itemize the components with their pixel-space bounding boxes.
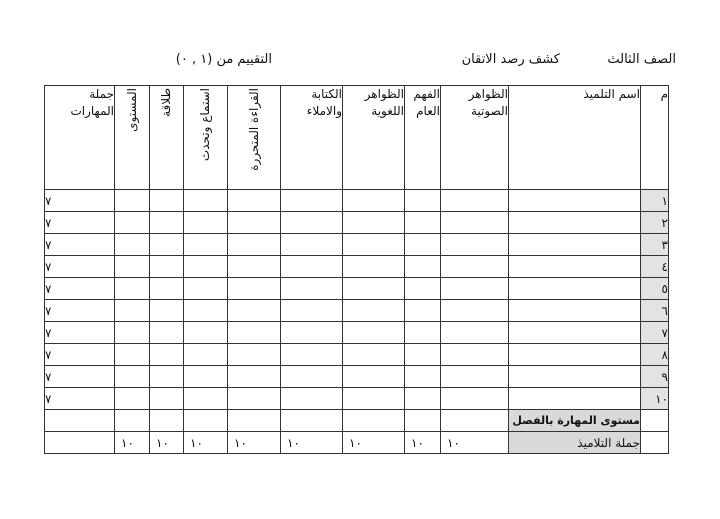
students-total-row bbox=[45, 432, 669, 454]
student-name-cell[interactable] bbox=[509, 212, 641, 234]
reading-cell[interactable] bbox=[228, 190, 281, 212]
col-level: المستوى bbox=[124, 88, 139, 132]
table-row bbox=[45, 278, 669, 300]
skills-total-cell: ٧ bbox=[45, 278, 115, 300]
students-total-cell bbox=[45, 432, 115, 454]
summary-blank-cell bbox=[641, 410, 669, 432]
row-number: ٩ bbox=[641, 366, 669, 388]
reading-cell[interactable] bbox=[228, 212, 281, 234]
reading-cell[interactable] bbox=[228, 300, 281, 322]
table-row bbox=[45, 212, 669, 234]
student-name-cell[interactable] bbox=[509, 322, 641, 344]
linguistic-cell[interactable] bbox=[343, 212, 405, 234]
comprehension-cell[interactable] bbox=[405, 344, 441, 366]
student-name-cell[interactable] bbox=[509, 190, 641, 212]
col-listening-cell bbox=[184, 86, 228, 190]
fluency-cell[interactable] bbox=[150, 366, 184, 388]
col-name: اسم التلميذ bbox=[509, 86, 641, 190]
reading-cell[interactable] bbox=[228, 366, 281, 388]
student-name-cell[interactable] bbox=[509, 344, 641, 366]
col-fluency-cell bbox=[150, 86, 184, 190]
mastery-table bbox=[44, 85, 669, 454]
level-cell[interactable] bbox=[115, 256, 150, 278]
row-number: ٢ bbox=[641, 212, 669, 234]
table-row bbox=[45, 344, 669, 366]
writing-cell[interactable] bbox=[281, 212, 343, 234]
rating-scale: التقييم من (١ , ٠) bbox=[175, 52, 272, 67]
summary-blank-cell bbox=[641, 432, 669, 454]
reading-cell[interactable] bbox=[228, 322, 281, 344]
table-row bbox=[45, 256, 669, 278]
comprehension-cell[interactable] bbox=[405, 388, 441, 410]
listening-cell[interactable] bbox=[184, 278, 228, 300]
reading-cell[interactable] bbox=[228, 256, 281, 278]
class-level-cell[interactable] bbox=[228, 410, 281, 432]
table-row bbox=[45, 388, 669, 410]
skills-total-cell: ٧ bbox=[45, 366, 115, 388]
header-row bbox=[45, 86, 669, 190]
writing-cell[interactable] bbox=[281, 322, 343, 344]
level-cell[interactable] bbox=[115, 278, 150, 300]
skills-total-cell: ٧ bbox=[45, 190, 115, 212]
col-reading: القراءة المتحررة bbox=[246, 88, 261, 171]
class-level-cell[interactable] bbox=[281, 410, 343, 432]
comprehension-cell[interactable] bbox=[405, 190, 441, 212]
skills-total-cell: ٧ bbox=[45, 322, 115, 344]
listening-cell[interactable] bbox=[184, 388, 228, 410]
writing-cell[interactable] bbox=[281, 234, 343, 256]
students-total-value: ١٠ bbox=[281, 432, 343, 454]
phonetic-cell[interactable] bbox=[441, 366, 509, 388]
level-cell[interactable] bbox=[115, 212, 150, 234]
level-cell[interactable] bbox=[115, 190, 150, 212]
students-total-value: ١٠ bbox=[405, 432, 441, 454]
students-total-label: جملة التلاميذ bbox=[509, 432, 641, 454]
class-level-cell[interactable] bbox=[343, 410, 405, 432]
phonetic-cell[interactable] bbox=[441, 388, 509, 410]
linguistic-cell[interactable] bbox=[343, 366, 405, 388]
class-level-cell[interactable] bbox=[441, 410, 509, 432]
col-writing: الكتابة والاملاء bbox=[281, 86, 343, 190]
row-number: ٣ bbox=[641, 234, 669, 256]
students-total-value: ١٠ bbox=[343, 432, 405, 454]
listening-cell[interactable] bbox=[184, 322, 228, 344]
comprehension-cell[interactable] bbox=[405, 278, 441, 300]
fluency-cell[interactable] bbox=[150, 344, 184, 366]
linguistic-cell[interactable] bbox=[343, 256, 405, 278]
table-row bbox=[45, 190, 669, 212]
writing-cell[interactable] bbox=[281, 366, 343, 388]
sheet-title: كشف رصد الاتقان bbox=[461, 52, 560, 67]
writing-cell[interactable] bbox=[281, 344, 343, 366]
reading-cell[interactable] bbox=[228, 278, 281, 300]
level-cell[interactable] bbox=[115, 234, 150, 256]
level-cell[interactable] bbox=[115, 322, 150, 344]
fluency-cell[interactable] bbox=[150, 278, 184, 300]
table-row bbox=[45, 234, 669, 256]
fluency-cell[interactable] bbox=[150, 322, 184, 344]
phonetic-cell[interactable] bbox=[441, 278, 509, 300]
students-total-value: ١٠ bbox=[115, 432, 150, 454]
linguistic-cell[interactable] bbox=[343, 190, 405, 212]
level-cell[interactable] bbox=[115, 366, 150, 388]
phonetic-cell[interactable] bbox=[441, 300, 509, 322]
class-level-cell[interactable] bbox=[405, 410, 441, 432]
linguistic-cell[interactable] bbox=[343, 278, 405, 300]
listening-cell[interactable] bbox=[184, 366, 228, 388]
comprehension-cell[interactable] bbox=[405, 234, 441, 256]
listening-cell[interactable] bbox=[184, 212, 228, 234]
class-level-cell[interactable] bbox=[115, 410, 150, 432]
level-cell[interactable] bbox=[115, 344, 150, 366]
students-total-value: ١٠ bbox=[441, 432, 509, 454]
row-number: ١ bbox=[641, 190, 669, 212]
class-level-cell[interactable] bbox=[184, 410, 228, 432]
col-total: جملة المهارات bbox=[45, 86, 115, 190]
grade-label: الصف الثالث bbox=[607, 52, 676, 67]
student-name-cell[interactable] bbox=[509, 366, 641, 388]
student-name-cell[interactable] bbox=[509, 278, 641, 300]
listening-cell[interactable] bbox=[184, 234, 228, 256]
linguistic-cell[interactable] bbox=[343, 388, 405, 410]
col-fluency: طلاقة bbox=[159, 88, 173, 117]
student-name-cell[interactable] bbox=[509, 300, 641, 322]
listening-cell[interactable] bbox=[184, 344, 228, 366]
row-number: ٧ bbox=[641, 322, 669, 344]
phonetic-cell[interactable] bbox=[441, 256, 509, 278]
fluency-cell[interactable] bbox=[150, 234, 184, 256]
student-name-cell[interactable] bbox=[509, 234, 641, 256]
col-listening: استماع وتحدث bbox=[198, 88, 212, 162]
row-number: ٤ bbox=[641, 256, 669, 278]
student-name-cell[interactable] bbox=[509, 256, 641, 278]
linguistic-cell[interactable] bbox=[343, 234, 405, 256]
phonetic-cell[interactable] bbox=[441, 190, 509, 212]
table-row bbox=[45, 300, 669, 322]
table-row bbox=[45, 366, 669, 388]
comprehension-cell[interactable] bbox=[405, 366, 441, 388]
skills-total-cell: ٧ bbox=[45, 388, 115, 410]
table-row bbox=[45, 322, 669, 344]
row-number: ٦ bbox=[641, 300, 669, 322]
class-level-row bbox=[45, 410, 669, 432]
skills-total-cell: ٧ bbox=[45, 344, 115, 366]
students-total-value: ١٠ bbox=[150, 432, 184, 454]
linguistic-cell[interactable] bbox=[343, 300, 405, 322]
col-level-cell bbox=[115, 86, 150, 190]
listening-cell[interactable] bbox=[184, 256, 228, 278]
comprehension-cell[interactable] bbox=[405, 300, 441, 322]
writing-cell[interactable] bbox=[281, 278, 343, 300]
phonetic-cell[interactable] bbox=[441, 212, 509, 234]
col-reading-cell bbox=[228, 86, 281, 190]
skills-total-cell: ٧ bbox=[45, 300, 115, 322]
fluency-cell[interactable] bbox=[150, 300, 184, 322]
reading-cell[interactable] bbox=[228, 344, 281, 366]
class-level-cell[interactable] bbox=[45, 410, 115, 432]
students-total-value: ١٠ bbox=[228, 432, 281, 454]
class-level-cell[interactable] bbox=[150, 410, 184, 432]
reading-cell[interactable] bbox=[228, 234, 281, 256]
comprehension-cell[interactable] bbox=[405, 212, 441, 234]
fluency-cell[interactable] bbox=[150, 256, 184, 278]
student-name-cell[interactable] bbox=[509, 388, 641, 410]
phonetic-cell[interactable] bbox=[441, 322, 509, 344]
comprehension-cell[interactable] bbox=[405, 256, 441, 278]
linguistic-cell[interactable] bbox=[343, 322, 405, 344]
skills-total-cell: ٧ bbox=[45, 234, 115, 256]
col-comprehension: الفهم العام bbox=[405, 86, 441, 190]
fluency-cell[interactable] bbox=[150, 212, 184, 234]
listening-cell[interactable] bbox=[184, 300, 228, 322]
students-total-value: ١٠ bbox=[184, 432, 228, 454]
writing-cell[interactable] bbox=[281, 190, 343, 212]
writing-cell[interactable] bbox=[281, 256, 343, 278]
level-cell[interactable] bbox=[115, 388, 150, 410]
row-number: ٨ bbox=[641, 344, 669, 366]
col-phonetic: الظواهر الصوتية bbox=[441, 86, 509, 190]
row-number: ١٠ bbox=[641, 388, 669, 410]
writing-cell[interactable] bbox=[281, 388, 343, 410]
phonetic-cell[interactable] bbox=[441, 234, 509, 256]
fluency-cell[interactable] bbox=[150, 190, 184, 212]
listening-cell[interactable] bbox=[184, 190, 228, 212]
row-number: ٥ bbox=[641, 278, 669, 300]
phonetic-cell[interactable] bbox=[441, 344, 509, 366]
reading-cell[interactable] bbox=[228, 388, 281, 410]
skills-total-cell: ٧ bbox=[45, 256, 115, 278]
fluency-cell[interactable] bbox=[150, 388, 184, 410]
linguistic-cell[interactable] bbox=[343, 344, 405, 366]
col-num: م bbox=[641, 86, 669, 190]
writing-cell[interactable] bbox=[281, 300, 343, 322]
comprehension-cell[interactable] bbox=[405, 322, 441, 344]
col-linguistic: الظواهر اللغوية bbox=[343, 86, 405, 190]
skills-total-cell: ٧ bbox=[45, 212, 115, 234]
class-level-label: مستوى المهارة بالفصل bbox=[509, 410, 641, 432]
level-cell[interactable] bbox=[115, 300, 150, 322]
